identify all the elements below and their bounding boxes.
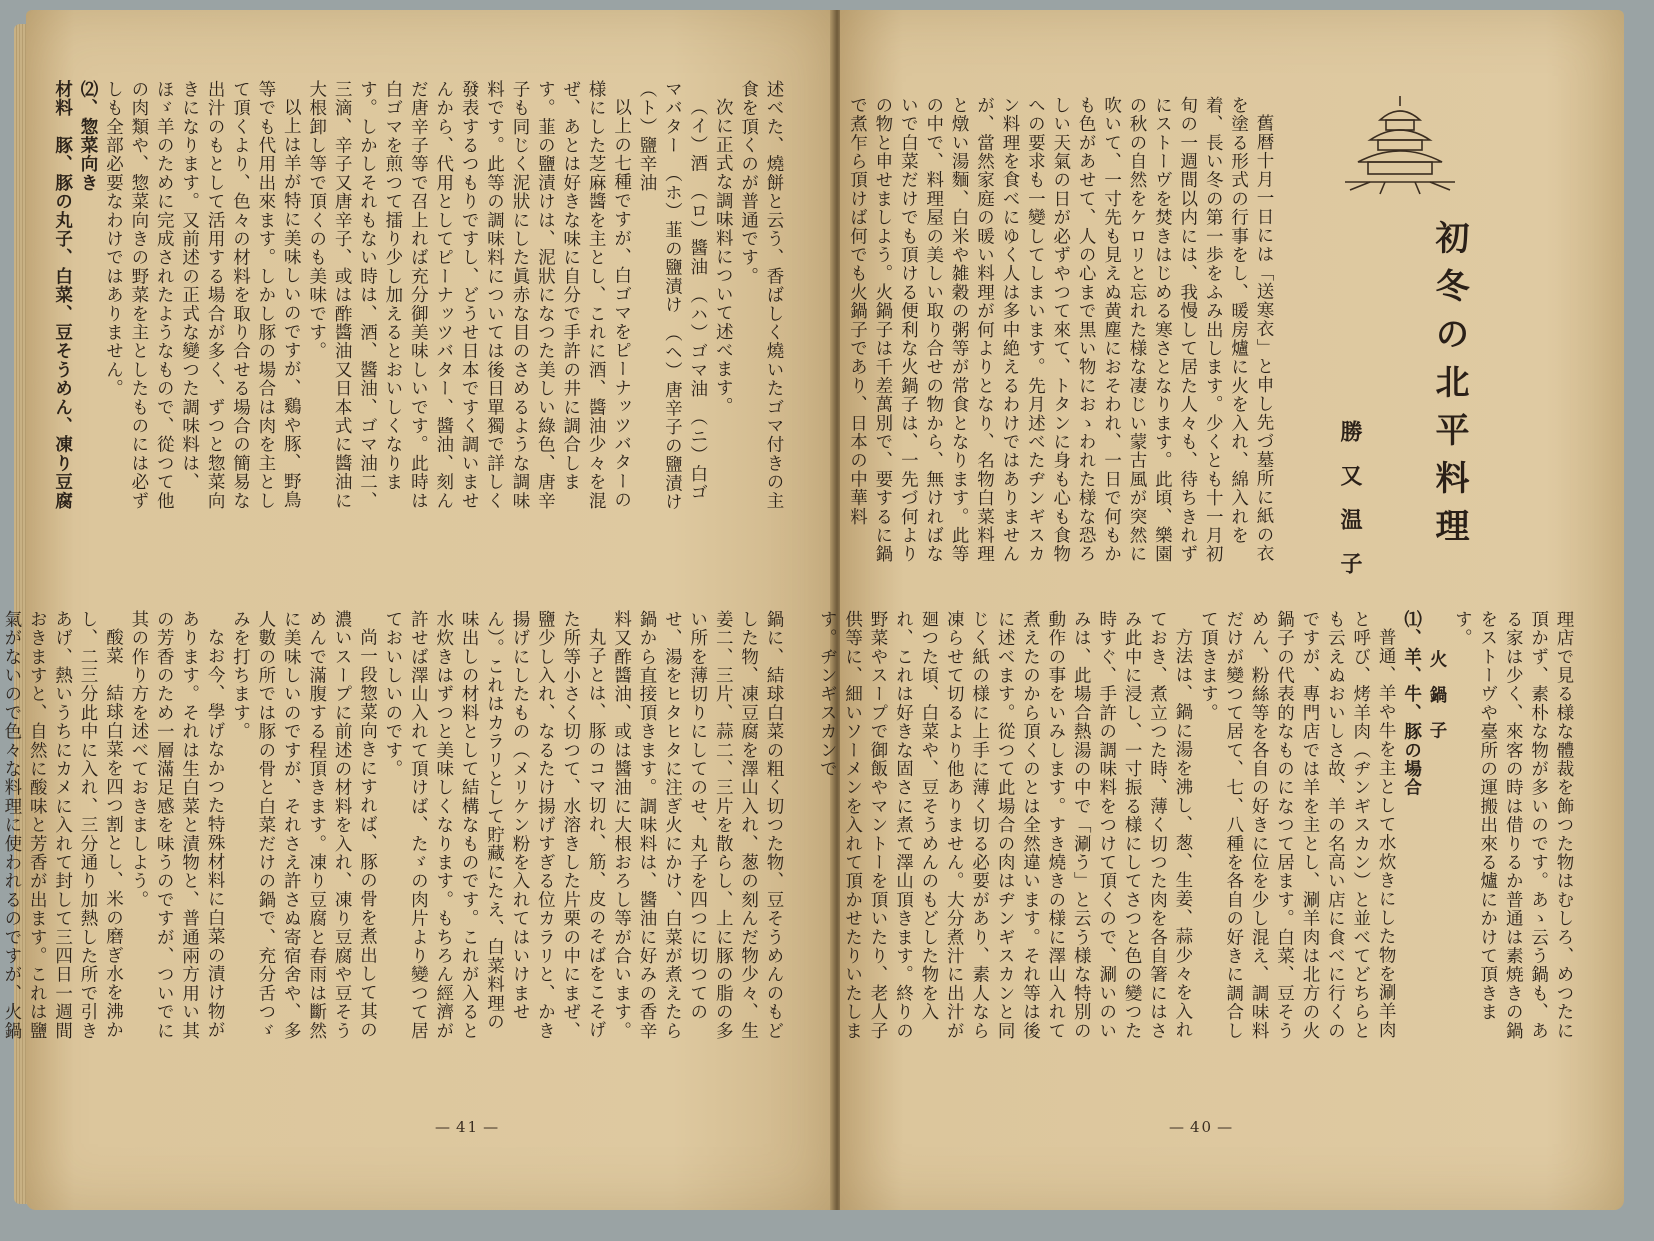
paragraph: 尚一段惣菜向きにすれば、豚の骨を煮出して其の濃いスープに前述の材料を入れ、凍り豆腐や豆そうめんで滿腹する程頂きます。凍り豆腐と春雨は斷然に美味しいのですが、それさえ許さぬ寄宿舍や、多人數の所では豚の骨と白菜だけの鍋で、充分舌つゞみを打ちます。 xyxy=(230,610,378,1041)
paragraph: 丸子とは、豚のコマ切れ、筋、皮のそばをこそげた所等小さく切つて、水溶きした片栗の中にまぜ、鹽少し入れ、なるたけ揚げすぎる位カラリと、かき揚げにしたもの（メリケン粉を入れてはいけません）。これはカラリとして貯藏にたえ、白菜料理の味出しの材料として結構なものです。これが入ると水炊きはずつと美味しくなります。もちろん經濟が許せば澤山入れて頂けば、たゞの肉片より變つて居ておいしいのです。 xyxy=(382,610,607,1041)
paragraph: 次に正式な調味料について述べます。 xyxy=(713,97,734,416)
paragraph: 理店で見る様な體裁を飾つた物はむしろ、めつたに頂かず、素朴な物が多いのです。あゝ云う鍋も、ある家は少く、來客の時は借りるか普通は素焼きの鍋をストーヴや臺所の運搬出來る爐にかけて頂きます。 xyxy=(1452,610,1574,1041)
page-number-right: — 40 — xyxy=(1165,1118,1238,1136)
article-title: 初冬の北平料理 xyxy=(1429,220,1469,556)
subsection-heading-2: ⑵、惣菜向き xyxy=(78,80,99,193)
right-intro-text xyxy=(847,96,1276,576)
section-heading-hotpot: 火鍋子 xyxy=(1426,650,1447,757)
subsection-heading-1: ⑴、羊、牛、豚の場合 xyxy=(1401,610,1422,797)
paragraph: 舊暦十月一日には「送寒衣」と申し先づ墓所に紙の衣を塗る形式の行事をし、暖房爐に火を入れ、綿入れを着、長い冬の第一歩をふみ出します。少くとも十一月初旬の一週間以内には、我慢して居た人々も、待ちきれずにストーヴを焚きはじめる寒さとなります。此頃、樂園の秋の自然をケロリと忘れた様な凄じい蒙古風が突然に吹いて、一寸先も見えぬ黄塵におそわれ、一日で何もかも色があせて、人の心まで黒い物におゝわれた様な恐ろしい天氣の日が必ずやつて來て、トタンに身も心も食物への要求も一變してしまいます。先月述べたヂンギスカン料理を食べにゆく人は多中絶えるわけではありませんが、當然家庭の暖い料理が何よりとなり、名物白菜料理と燉い湯麵、白米や雑穀の粥等が常食となります。此等の中で、料理屋の美しい取り合せの物から、無ければないで白菜だけでも頂ける便利な火鍋子は、一先づ何よりの物と申せましよう。火鍋子は千差萬別で、要するに鍋で煮乍ら頂けば何でも火鍋子であり、日本の中華料 xyxy=(847,96,1274,564)
paragraph: なお今、學げなかつた特殊材料に白菜の漬け物があります。それは生白菜と漬物と、普通兩方用い其の芳香のため一層滿足感を味うのですが、ついでに其の作り方を述べておきましよう。 xyxy=(128,610,226,1041)
right-lower-text xyxy=(817,610,1576,1050)
left-upper-text xyxy=(52,80,786,531)
paragraph: 酸菜 結球白菜を四つ割とし、米の磨ぎ水を沸かし、二三分此中に入れ、三分通り加熱した所で引きあげ、熱いうちにカメに入れて封して三四日一週間おきますと、自然に酸味と芳香が出ます。これは鹽氣がないので色々な料理に使われるのですが、火鍋 xyxy=(1,610,124,1041)
paragraph: 鍋に、結球白菜の粗く切つた物、豆そうめんのもどした物、凍豆腐を澤山入れ、葱の刻んだ物少々、生姜二、三片、蒜二、三片を散らし、上に豚の脂の多い所を薄切りにしてのせ、丸子を四つに切つてのせ、湯をヒタヒタに注ぎ火にかけ、白菜が煮えたら鍋から直接頂きます。調味料は、醬油に好みの香辛料又酢醬油、或は醬油に大根おろし等が合います。 xyxy=(611,610,784,1041)
article-author: 勝又温子 xyxy=(1337,420,1363,596)
left-lower-text xyxy=(1,610,786,1050)
paragraph: （イ）酒 （ロ）醬油 （ハ）ゴマ油 （ニ）白ゴマバター （ホ）韮の鹽漬け （ヘ）唐辛子の鹽漬け （ト）鹽辛油 xyxy=(636,80,708,531)
temple-of-heaven-icon xyxy=(1340,90,1460,200)
page-41 xyxy=(1,10,834,1210)
paragraph: 方法は、鍋に湯を沸し、葱、生姜、蒜少々を入れておき、煮立つた時、薄く切つた肉を各自箸にはさみ此中に浸し、一寸振る様にしてさつと色の變つた時すぐ、手許の調味料をつけて頂くので、涮いのいみは、此場合熱湯の中で「涮う」と云う様な特別の動作の事をいみします。すき燒きの様に澤山入れて煮えたのから頂くのとは全然違います。それ等は後に述べます。從つて此場合の肉はヂンギスカンと同じく紙の様に上手に薄く切る必要があり、素人なら凍らせて切るより他ありません。大分煮汁に出汁が廻つた頃、白菜や、豆そうめんのもどした物を入れ、これは好きな固さに煮て澤山頂きます。終りの野菜やスープで御飯やマントーを頂いたり、老人子供等に、細いソーメンを入れて頂かせたりいたします。ヂンギスカンで xyxy=(817,610,1193,1041)
open-book xyxy=(1,10,1624,1222)
materials-line: 材料 豚、豚の丸子、白菜、豆そうめん、凍り豆腐 xyxy=(52,80,73,511)
paragraph: 以上は羊が特に美味しいのですが、鷄や豚、野鳥等でも代用出來ます。しかし豚の場合は肉を主として頂くより、色々の材料を取り合せる場合の簡易な出汁のもとして活用する場合が多く、ずつと惣菜向きになります。又前述の正式な變つた調味料は、ほゞ羊のために完成されたようなもので、從つて他の肉類や、惣菜向きの野菜を主としたものには必ずしも全部必要なわけではありません。 xyxy=(103,80,302,511)
paragraph: 普通、羊や牛を主として水炊きにした物を涮羊肉と呼び、烤羊肉（ヂンギスカン）と並べてどちらとも云えぬおいしさ故、羊の名高い店に食べに行くのですが、專門店では羊を主とし、涮羊肉は北方の火鍋子の代表的なものになつて居ます。白菜、豆そうめん、粉絲等を各自の好きに位を少し混え、調味料だけが變つて居て、七、八種を各自の好きに調合して頂きます。 xyxy=(1198,610,1397,1041)
paragraph: 述べた、燒餅と云う、香ばしく燒いたゴマ付きの主食を頂くのが普通です。 xyxy=(738,80,784,511)
page-40 xyxy=(817,10,1624,1210)
page-number-left: — 41 — xyxy=(431,1118,504,1136)
paragraph: 以上の七種ですが、白ゴマをピーナッツバターの様にした芝麻醬を主とし、これに酒、醬油少々を混ぜ、あとは好きな味に自分で手許の井に調合します。韮の鹽漬けは、泥狀になつた美しい綠色、唐辛子も同じく泥狀にした眞赤な目のさめるような調味料です。此等の調味料については後日單獨で詳しく發表するつもりですし、どうせ日本ですく調いませんから、代用としてピーナッツバター、醬油、刻んだ唐辛子等で召上れば充分御美味しいです。此時は白ゴマを煎つて擂り少し加えるとおいしくなります。しかしそれもない時は、酒、醬油、ゴマ油二、三滴、辛子又唐辛子、或は酢醬油又日本式に醬油に大根卸し等で頂くのも美味です。 xyxy=(306,80,632,511)
